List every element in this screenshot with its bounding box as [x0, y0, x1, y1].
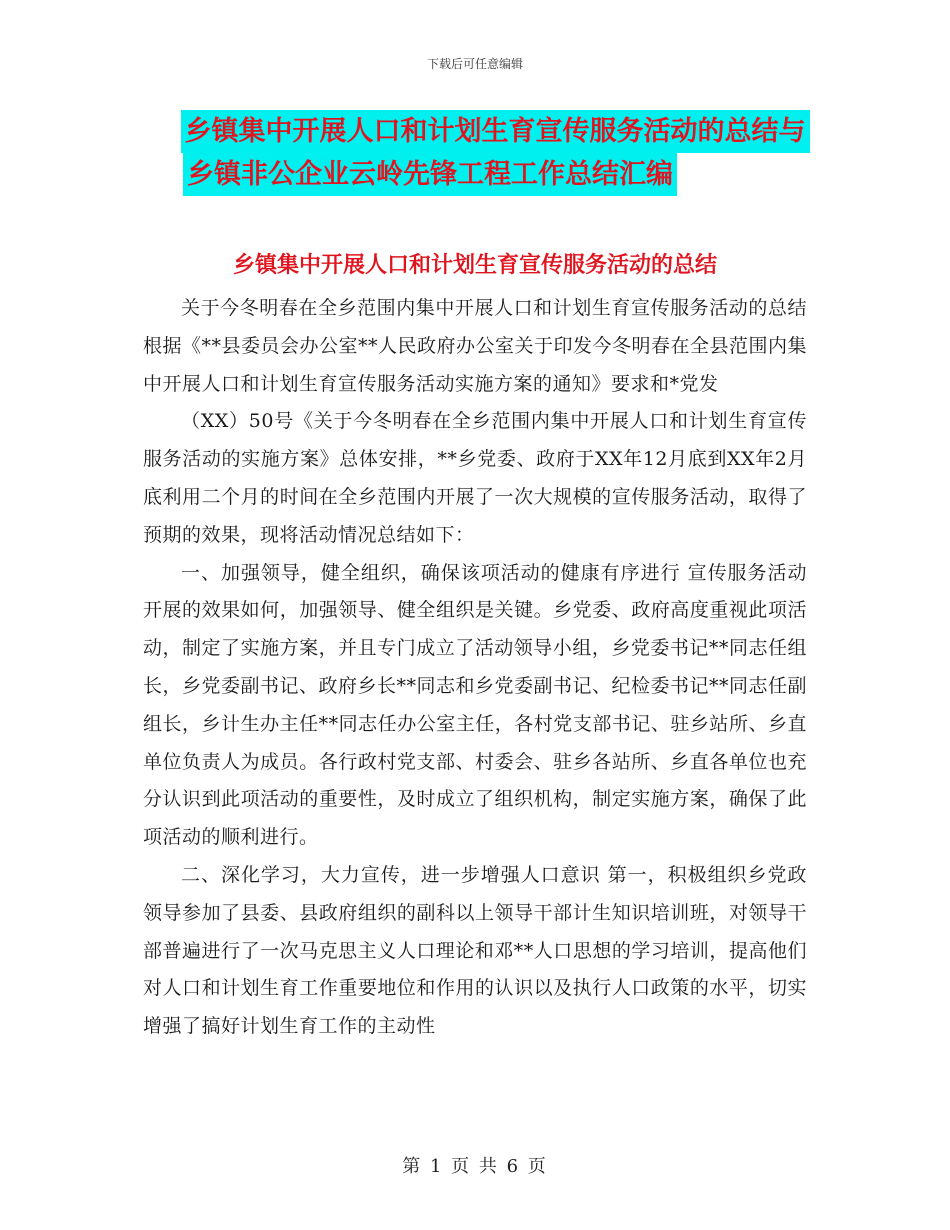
- body-text: [143, 290, 847, 1046]
- section-title: 乡镇集中开展人口和计划生育宣传服务活动的总结: [232, 253, 717, 278]
- paragraph-4: 二、深化学习，大力宣传，进一步增强人口意识 第一，积极组织乡党政领导参加了县委、县政府组织的副科以上领导干部计生知识培训班，对领导干部普遍进行了一次马克思主义人口理论和邓**人口思想的学习培训，提高他们对人口和计划生育工作重要地位和作用的认识以及执行人口政策的水平，切实增强了搞好计划生育工作的主动性: [143, 863, 807, 1038]
- paragraph-3: 一、加强领导，健全组织，确保该项活动的健康有序进行 宣传服务活动开展的效果如何，加强领导、健全组织是关键。乡党委、政府高度重视此项活动，制定了实施方案，并且专门成立了活动领导小组，乡党委书记**同志任组长，乡党委副书记、政府乡长**同志和乡党委副书记、纪检委书记**同志任副组长，乡计生办主任**同志任办公室主任，各村党支部书记、驻乡站所、乡直单位负责人为成员。各行政村党支部、村委会、驻乡各站所、乡直各单位也充分认识到此项活动的重要性，及时成立了组织机构，制定实施方案，确保了此项活动的顺利进行。: [143, 561, 808, 849]
- paragraph-1: 关于今冬明春在全乡范围内集中开展人口和计划生育宣传服务活动的总结 根据《**县委员会办公室**人民政府办公室关于印发今冬明春在全县范围内集中开展人口和计划生育宣传服务活动实施方案的通知》要求和*党发: [143, 297, 847, 395]
- page-footer: 第 1 页 共 6 页: [402, 1156, 548, 1177]
- header-note: 下载后可任意编辑: [426, 57, 523, 71]
- main-title-line-2: 乡镇非公企业云岭先锋工程工作总结汇编: [183, 153, 677, 196]
- main-title-line-1: 乡镇集中开展人口和计划生育宣传服务活动的总结与: [181, 110, 810, 153]
- main-title: [0, 110, 950, 196]
- paragraph-2: （XX）50号《关于今冬明春在全乡范围内集中开展人口和计划生育宣传服务活动的实施方案》总体安排，**乡党委、政府于XX年12月底到XX年2月底利用二个月的时间在全乡范围内开展了一次大规模的宣传服务活动，取得了预期的效果，现将活动情况总结如下：: [143, 410, 807, 546]
